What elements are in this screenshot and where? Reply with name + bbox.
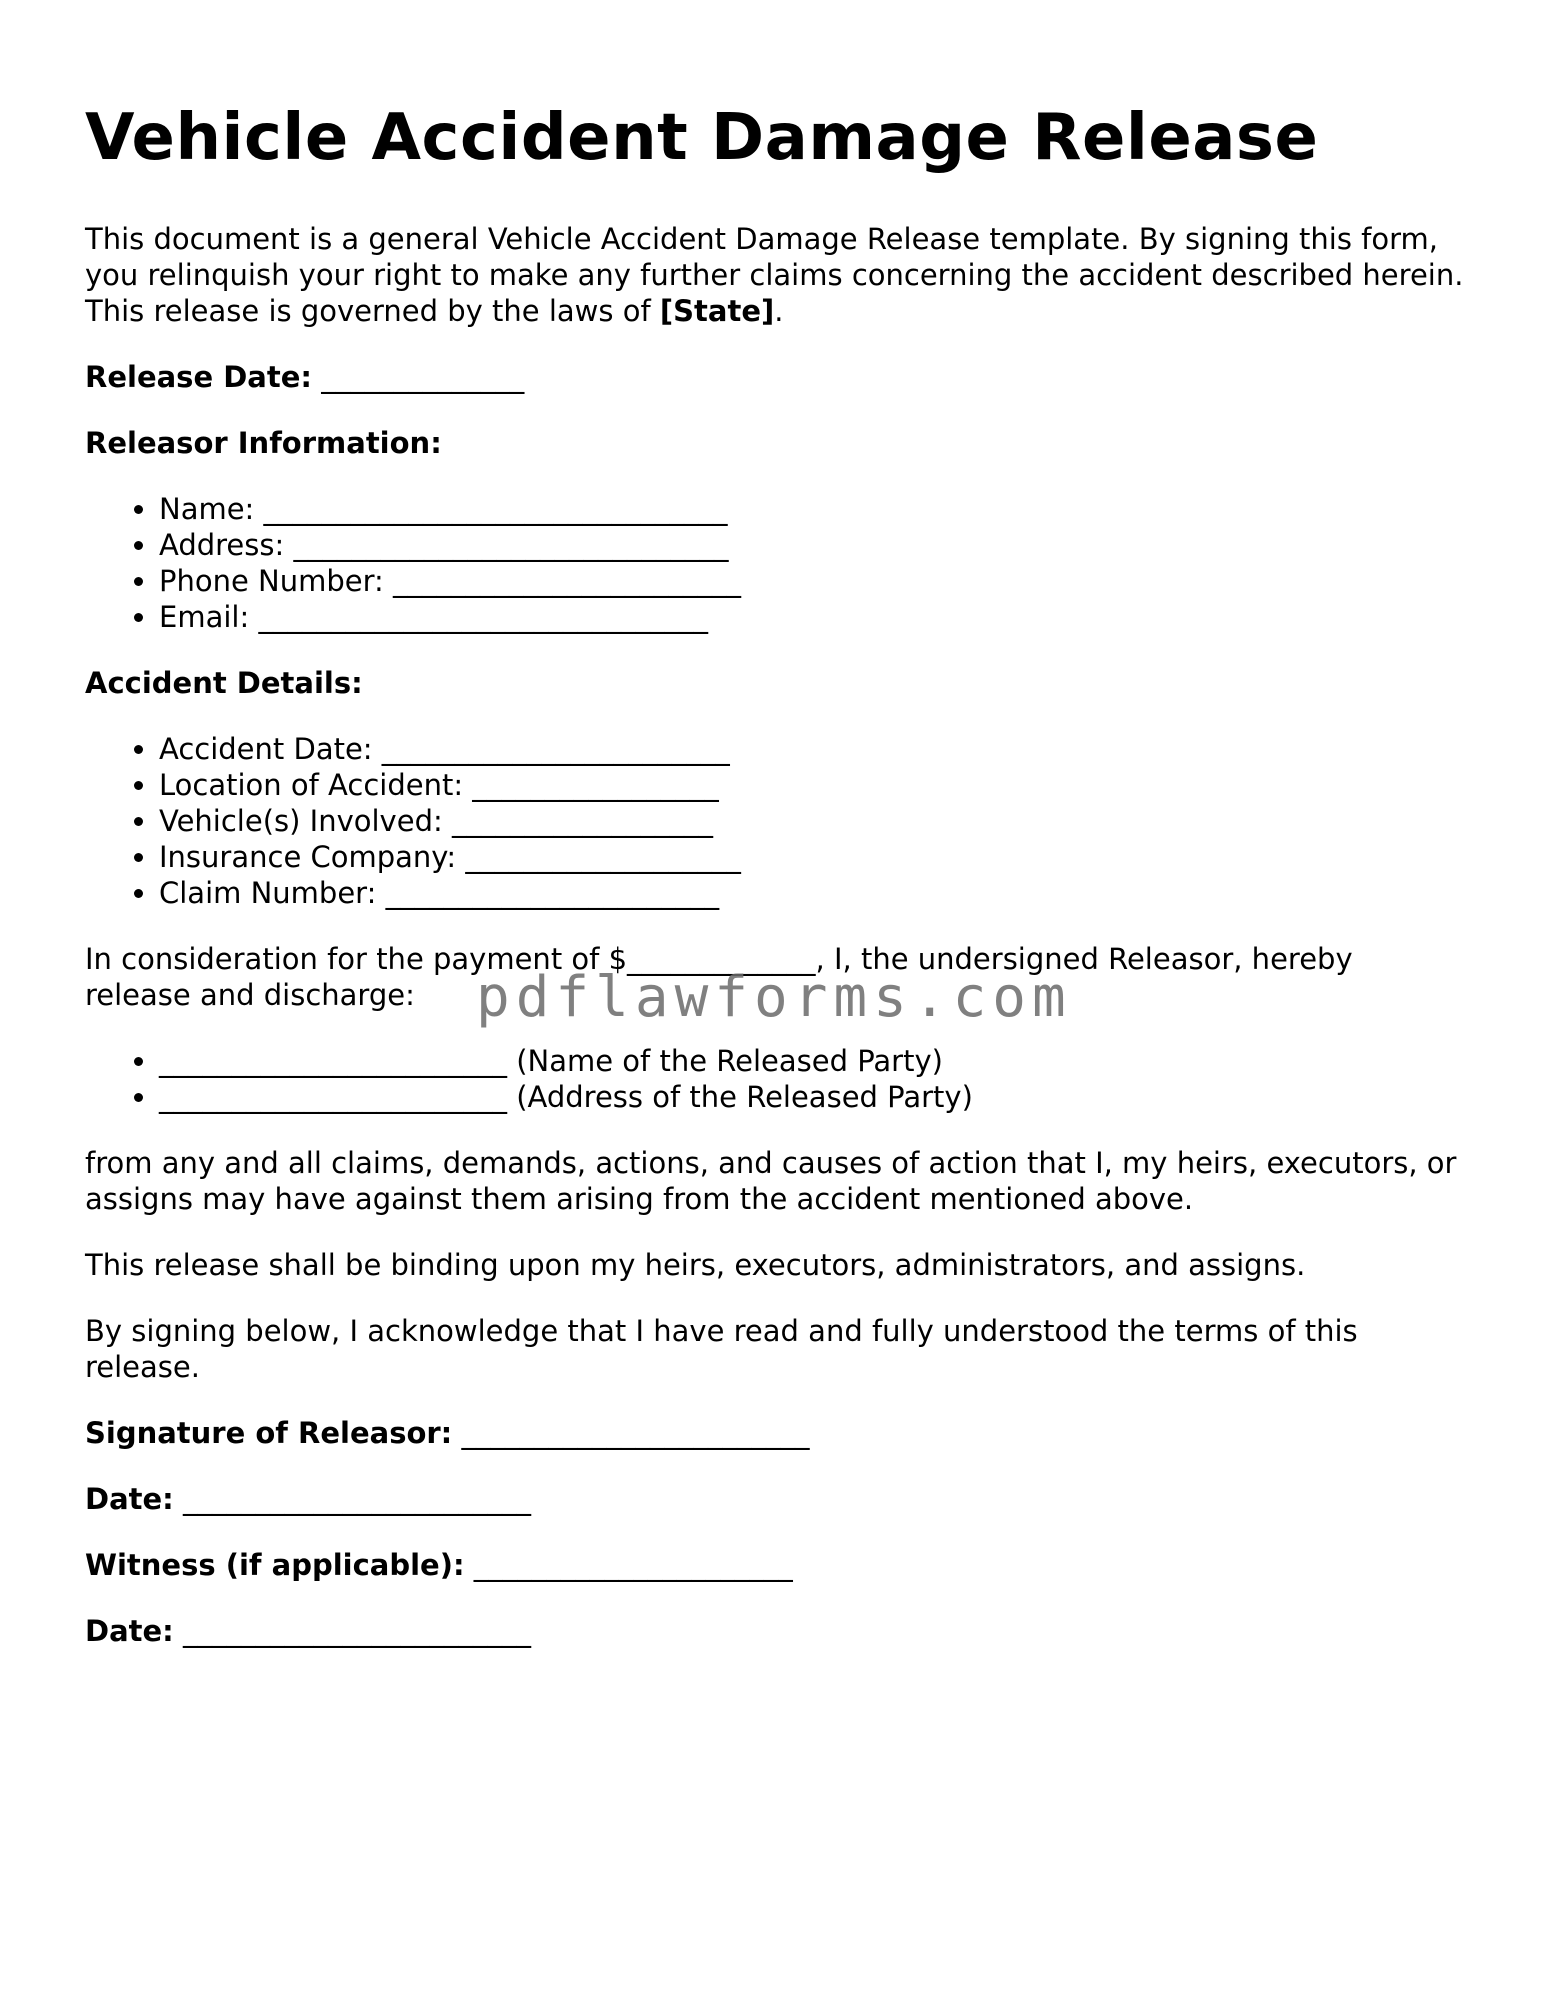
signature-label: Signature of Releasor: bbox=[85, 1415, 453, 1450]
list-item: • Phone Number: ________________________ bbox=[159, 563, 1465, 599]
list-item: • Accident Date: ________________________ bbox=[159, 731, 1465, 767]
intro-text: This document is a general Vehicle Accident Damage Release template. By signing this form, you relinquish your right to make any further claims concerning the accident described herein. This release is governed by the laws of bbox=[85, 221, 1464, 328]
list-item: • ________________________ (Address of the Released Party) bbox=[159, 1079, 1465, 1115]
claims-paragraph: from any and all claims, demands, actions, and causes of action that I, my heirs, executors, or assigns may have against them arising from the accident mentioned above. bbox=[85, 1145, 1457, 1216]
document-page bbox=[85, 100, 1465, 1679]
releasor-heading bbox=[85, 425, 1465, 461]
releasor-heading-text: Releasor Information: bbox=[85, 425, 442, 460]
accident-list bbox=[85, 731, 1465, 911]
list-item: • Address: ______________________________ bbox=[159, 527, 1465, 563]
release-date-line bbox=[85, 359, 1465, 395]
witness-line bbox=[85, 1547, 1465, 1583]
date-label: Date: bbox=[85, 1613, 174, 1648]
list-item: • Name: ________________________________ bbox=[159, 491, 1465, 527]
date-blank: ________________________ bbox=[183, 1613, 531, 1648]
witness-label: Witness (if applicable): bbox=[85, 1547, 465, 1582]
signature-line bbox=[85, 1415, 1465, 1451]
document-title: Vehicle Accident Damage Release bbox=[85, 101, 1319, 175]
release-date-label: Release Date: bbox=[85, 359, 312, 394]
witness-blank: ______________________ bbox=[473, 1547, 793, 1582]
watermark-text: pdflawforms.com bbox=[476, 965, 1072, 1030]
acknowledge-paragraph: By signing below, I acknowledge that I have read and fully understood the terms of this release. bbox=[85, 1313, 1358, 1384]
intro-paragraph bbox=[85, 221, 1465, 329]
list-item: • Claim Number: _______________________ bbox=[159, 875, 1465, 911]
accident-heading-text: Accident Details: bbox=[85, 665, 363, 700]
state-placeholder: [State] bbox=[659, 293, 775, 328]
intro-end: . bbox=[774, 293, 784, 328]
signature-blank: ________________________ bbox=[461, 1415, 810, 1450]
released-party-list bbox=[85, 1043, 1465, 1115]
accident-heading bbox=[85, 665, 1465, 701]
binding-paragraph: This release shall be binding upon my heirs, executors, administrators, and assigns. bbox=[85, 1247, 1306, 1282]
list-item: • ________________________ (Name of the Released Party) bbox=[159, 1043, 1465, 1079]
signature-date-line bbox=[85, 1481, 1465, 1517]
list-item: • Email: _______________________________ bbox=[159, 599, 1465, 635]
releasor-list bbox=[85, 491, 1465, 635]
list-item: • Insurance Company: ___________________ bbox=[159, 839, 1465, 875]
list-item: • Vehicle(s) Involved: __________________ bbox=[159, 803, 1465, 839]
witness-date-line bbox=[85, 1613, 1465, 1649]
release-date-blank: ______________ bbox=[321, 359, 525, 394]
date-label: Date: bbox=[85, 1481, 174, 1516]
list-item: • Location of Accident: _________________ bbox=[159, 767, 1465, 803]
consideration-paragraph: In consideration for the payment of $_____________, I, the undersigned Releasor, hereby release and discharge: bbox=[85, 941, 1353, 1012]
date-blank: ________________________ bbox=[183, 1481, 531, 1516]
